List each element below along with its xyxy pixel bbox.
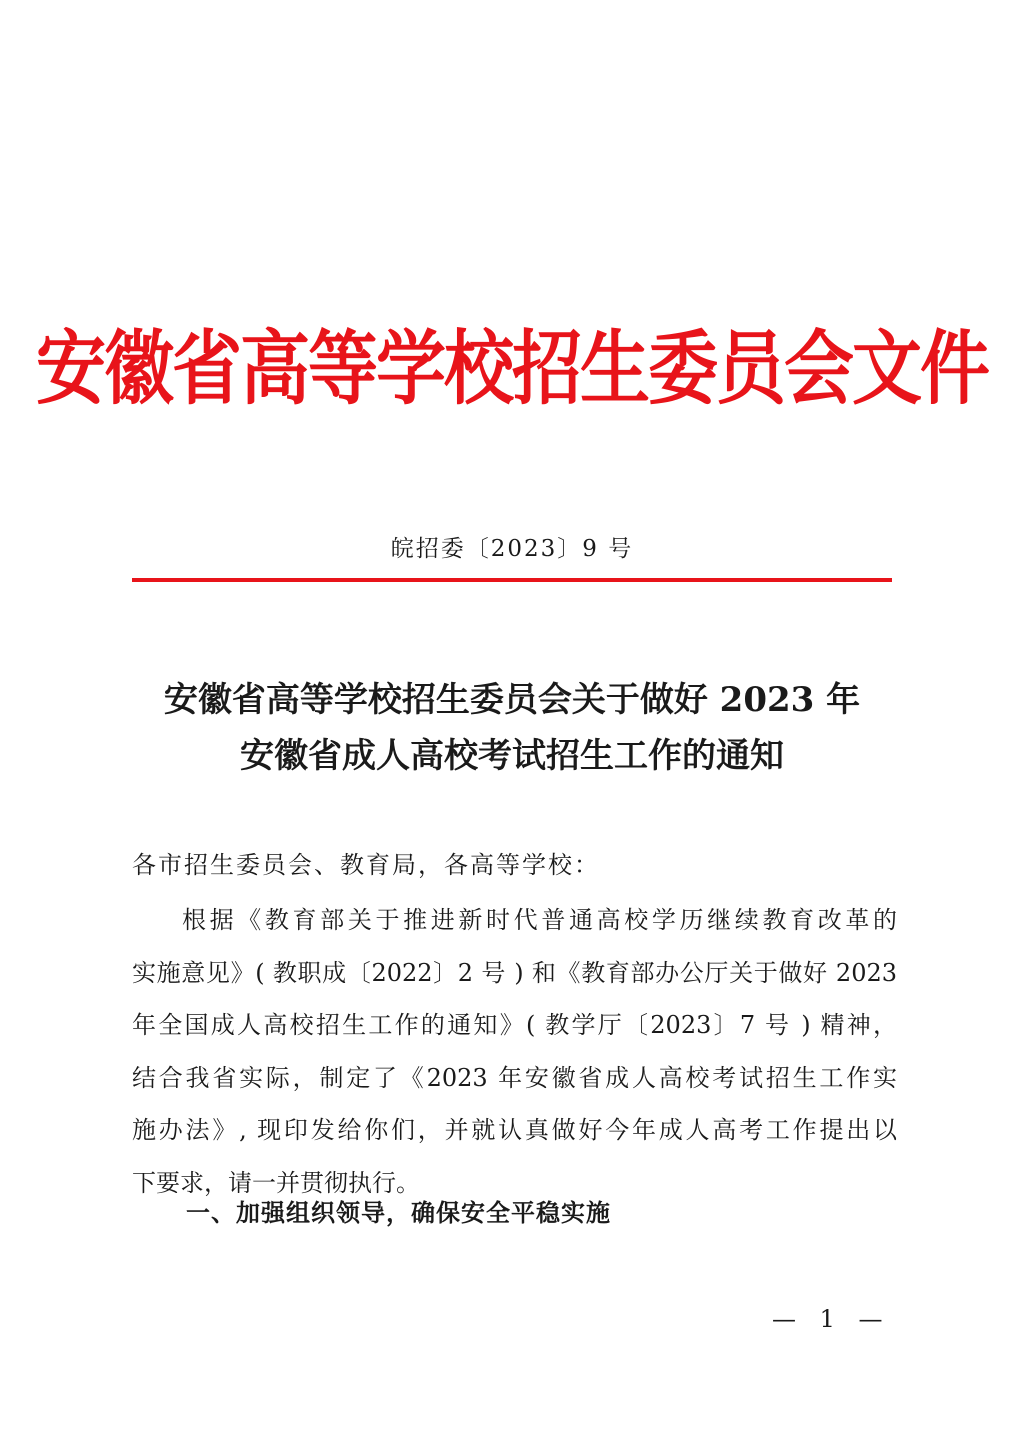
red-divider-line: [132, 578, 892, 582]
section-heading: 一、加强组织领导，确保安全平稳实施: [186, 1199, 611, 1227]
document-number: 皖招委〔2023〕9 号: [390, 536, 634, 562]
notice-title: [0, 672, 1024, 784]
page-number: — 1 —: [772, 1305, 891, 1333]
addressee: 各市招生委员会、教育局，各高等学校：: [132, 851, 600, 879]
body-line: 年全国成人高校招生工作的通知》( 教学厅〔2023〕7 号 ) 精神，: [132, 1011, 897, 1039]
body-line: 下要求，请一并贯彻执行。: [132, 1168, 420, 1197]
body-paragraph: [132, 894, 897, 1209]
body-line: 根据《教育部关于推进新时代普通高校学历继续教育改革的: [182, 906, 897, 934]
masthead-title: 安徽省高等学校招生委员会文件: [36, 320, 988, 417]
notice-title-line-2: 安徽省成人高校考试招生工作的通知: [240, 736, 784, 776]
notice-title-line-1: 安徽省高等学校招生委员会关于做好 2023 年: [163, 680, 861, 720]
body-line: 实施意见》( 教职成〔2022〕2 号 ) 和《教育部办公厅关于做好 2023: [132, 958, 897, 987]
body-line: 施办法》, 现印发给你们，并就认真做好今年成人高考工作提出以: [132, 1116, 897, 1144]
body-line: 结合我省实际，制定了《2023 年安徽省成人高校考试招生工作实: [132, 1063, 897, 1092]
